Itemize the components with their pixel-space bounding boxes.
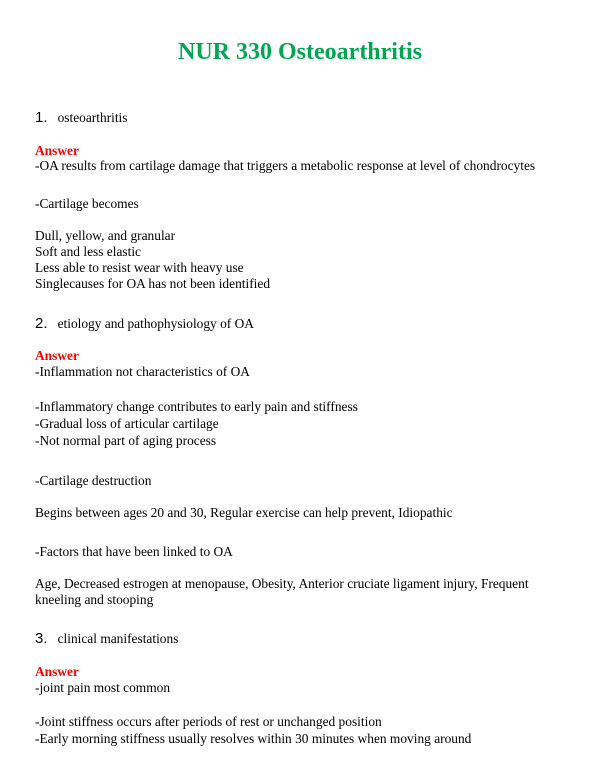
question-3 bbox=[35, 631, 178, 647]
answer-line: Soft and less elastic bbox=[35, 244, 141, 259]
question-number: 3. bbox=[35, 630, 48, 647]
question-text: osteoarthritis bbox=[57, 110, 128, 125]
answer-line: -Not normal part of aging process bbox=[35, 433, 217, 448]
answer-line: -Gradual loss of articular cartilage bbox=[35, 416, 219, 431]
question-number: 2. bbox=[35, 315, 48, 332]
answer-line: Less able to resist wear with heavy use bbox=[35, 260, 244, 275]
question-1 bbox=[35, 110, 127, 126]
answer-line: -Early morning stiffness usually resolves within 30 minutes when moving around bbox=[35, 731, 472, 746]
question-2 bbox=[35, 316, 254, 332]
answer-line: Age, Decreased estrogen at menopause, Obesity, Anterior cruciate ligament injury, Frequent kneeling and stooping bbox=[35, 576, 529, 607]
answer-label: Answer bbox=[35, 664, 79, 679]
answer-line: -Cartilage becomes bbox=[35, 196, 139, 211]
answer-line: -Cartilage destruction bbox=[35, 473, 152, 488]
document-title: NUR 330 Osteoarthritis bbox=[178, 39, 422, 65]
answer-line: -Inflammatory change contributes to early pain and stiffness bbox=[35, 399, 358, 414]
answer-label: Answer bbox=[35, 348, 79, 363]
answer-line: -Factors that have been linked to OA bbox=[35, 544, 233, 559]
answer-line: Begins between ages 20 and 30, Regular exercise can help prevent, Idiopathic bbox=[35, 505, 453, 520]
question-text: etiology and pathophysiology of OA bbox=[57, 316, 254, 331]
answer-line: -OA results from cartilage damage that triggers a metabolic response at level of chondrocytes bbox=[35, 158, 536, 173]
answer-label: Answer bbox=[35, 143, 79, 158]
answer-line: Dull, yellow, and granular bbox=[35, 228, 176, 243]
answer-line: -joint pain most common bbox=[35, 680, 171, 695]
answer-line: -Inflammation not characteristics of OA bbox=[35, 364, 250, 379]
question-number: 1. bbox=[35, 109, 48, 126]
question-text: clinical manifestations bbox=[57, 631, 179, 646]
answer-line: -Joint stiffness occurs after periods of rest or unchanged position bbox=[35, 714, 382, 729]
answer-line: Singlecauses for OA has not been identified bbox=[35, 276, 271, 291]
